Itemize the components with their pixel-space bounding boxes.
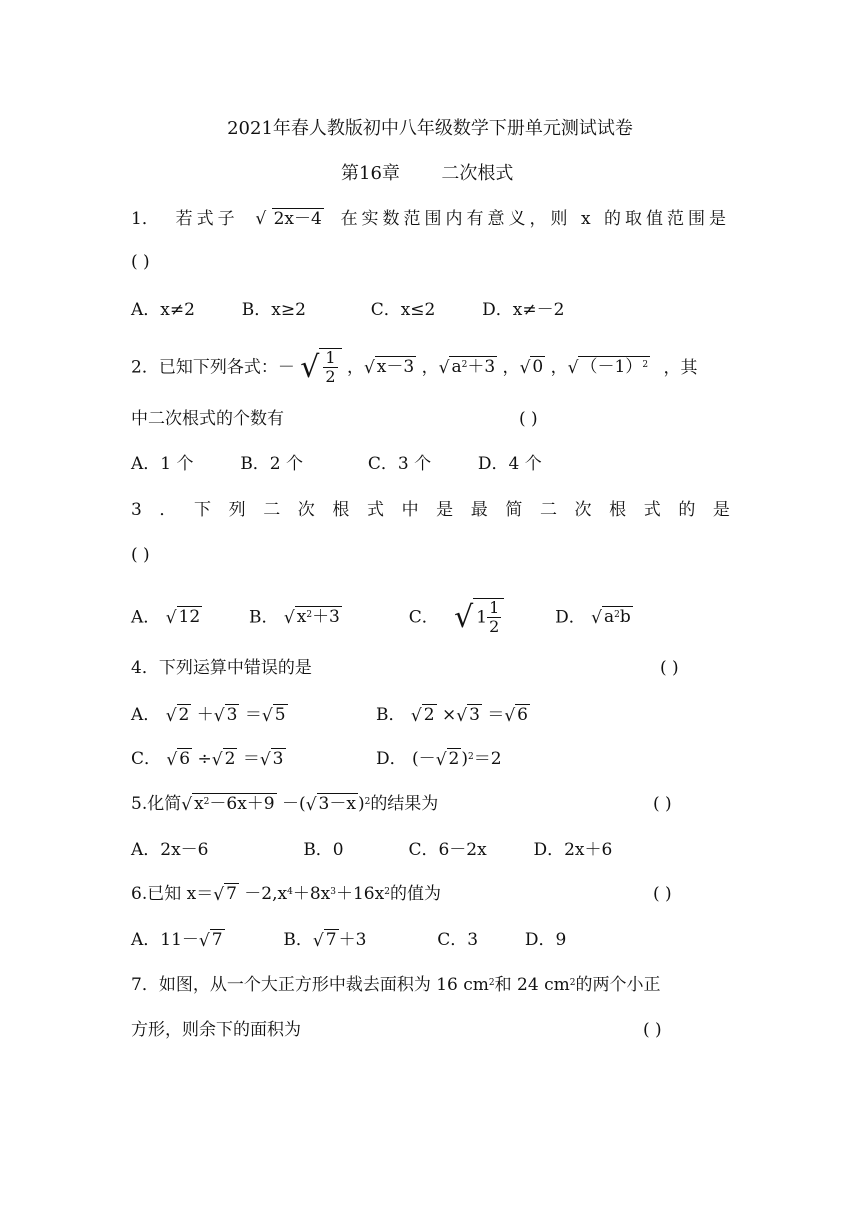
radical-sign-icon: √	[591, 608, 602, 628]
option-a: A．1 个	[131, 454, 194, 474]
radical-sign-icon: √	[213, 705, 225, 726]
question-6-text: 6.已知 x＝ √ 7 $-2,x^4+8x^3+16x^2$的值为	[131, 883, 441, 905]
option-a-label: A．	[131, 607, 161, 628]
option-c: C．3 个	[367, 454, 432, 474]
radical-sign-icon: √	[435, 749, 447, 770]
radical-sign-icon: √	[305, 794, 317, 815]
question-1-prefix: 若式子	[175, 209, 239, 229]
option-b-sqrt: √ $x^2+3$	[283, 607, 340, 628]
question-7-line-1: 7．如图，从一个大正方形中裁去面积为 16 $cm^2$和 24 $cm^2$的两个小正	[131, 975, 661, 995]
option-d: D．2x＋6	[533, 840, 613, 860]
question-5-paren: ( )	[653, 794, 672, 814]
page-title: 2021年春人教版初中八年级数学下册单元测试试卷	[227, 118, 633, 139]
radical-sign-icon: √	[261, 705, 273, 726]
radical-sign-icon: √	[211, 749, 223, 770]
question-1-paren: ( )	[131, 252, 150, 272]
question-5-text: 5.化简 √ $x^2-6x+9$ －( √ 3－x )$^2$的结果为	[131, 793, 439, 815]
question-4-option-d: D． (－ √ 2 )$^2$＝2	[376, 748, 502, 770]
question-4-option-a: A． √ 2 ＋ √ 3 ＝ √ 5	[131, 704, 286, 726]
question-2-number: 2．	[131, 357, 159, 378]
radical-sign-icon: √	[165, 608, 177, 628]
option-c-sqrt: √ 1 $\frac{1}{2}$	[454, 598, 504, 638]
chapter-label: 第16章	[341, 163, 400, 184]
radical-sign-icon: √	[519, 358, 531, 378]
radical-sign-icon: √	[363, 358, 375, 378]
option-a-sqrt: √ 12	[165, 607, 201, 628]
question-5-options	[131, 838, 612, 862]
radical-sign-icon: √	[456, 705, 468, 726]
option-b: B．0	[303, 840, 344, 860]
sqrt-a2-plus-3: √ $a^2+3$	[438, 357, 496, 378]
question-1-number: 1．	[131, 209, 159, 229]
option-c-label: C．	[408, 607, 439, 628]
radical-sign-icon: √	[300, 350, 320, 385]
option-b: B．2 个	[240, 454, 304, 474]
question-1-line-1	[131, 207, 730, 231]
question-6-paren: ( )	[653, 884, 672, 904]
question-4-option-c: C． √ 6 ÷ √ 2 ＝ √ 3	[131, 748, 284, 770]
radical-sign-icon: √	[181, 794, 193, 815]
option-a: A．2x－6	[131, 840, 209, 860]
option-a: A．x≠2	[131, 300, 195, 320]
radical-sign-icon: √	[259, 749, 271, 770]
sqrt-x-minus-3: √ x－3	[363, 357, 415, 378]
radical-sign-icon: √	[166, 749, 178, 770]
radical-sign-icon: √	[504, 705, 516, 726]
question-2-line-1: 2．已知下列各式：－ √ $\frac{1}{2}$ ， √ x－3 ， √ $a^2+3$ ， √ 0 ， √ $(-1)^2$ ，其	[131, 348, 698, 386]
radical-sign-icon: √	[567, 358, 579, 378]
question-6-options: A．11－ √ 7 B． √ 7 ＋3 C．3 D．9	[131, 929, 567, 951]
radical-sign-icon: √	[438, 358, 450, 378]
option-d-label: D．	[555, 607, 586, 628]
option-b-label: B．	[248, 607, 279, 628]
question-4-paren: ( )	[660, 658, 679, 678]
sqrt-zero: √ 0	[519, 357, 544, 378]
sqrt-neg-one-squared: √ $(-1)^2$	[567, 357, 649, 378]
radical-sign-icon: √	[454, 600, 474, 635]
question-2-paren: ( )	[519, 409, 538, 429]
question-2-options	[131, 452, 542, 476]
option-d-sqrt: √ $a^2b$	[591, 607, 631, 628]
question-4-option-b: B． √ 2 × √ 3 ＝ √ 6	[376, 704, 528, 726]
question-1-text: 在实数范围内有意义，则 x 的取值范围是	[340, 209, 730, 229]
question-1-options	[131, 298, 564, 322]
option-c: C．6－2x	[408, 840, 487, 860]
question-3-paren: ( )	[131, 545, 150, 565]
option-d: D．x≠－2	[482, 300, 565, 320]
radical-sign-icon: √	[312, 930, 324, 951]
radical-sign-icon: √	[255, 209, 267, 229]
radical-sign-icon: √	[283, 608, 295, 628]
option-b: B．x≥2	[241, 300, 306, 320]
option-d: D．4 个	[477, 454, 542, 474]
sqrt-expression: √ 2x－4	[255, 209, 322, 229]
chapter-heading	[341, 162, 513, 186]
question-7-line-2: 方形，则余下的面积为	[131, 1020, 301, 1040]
sqrt-fraction: √ $\frac{1}{2}$	[300, 348, 341, 388]
question-3-line-1: 3 ． 下 列 二 次 根 式 中 是 最 简 二 次 根 式 的 是	[131, 500, 730, 520]
radical-sign-icon: √	[198, 930, 210, 951]
chapter-name: 二次根式	[441, 163, 514, 184]
question-2-prefix: 已知下列各式：－	[158, 357, 295, 378]
radical-sign-icon: √	[213, 884, 225, 905]
radical-sign-icon: √	[165, 705, 177, 726]
question-4-text: 4．下列运算中错误的是	[131, 658, 312, 678]
question-2-line-2: 中二次根式的个数有	[131, 409, 284, 429]
radical-sign-icon: √	[410, 705, 422, 726]
question-7-paren: ( )	[643, 1020, 662, 1040]
question-2-tail: ，其	[663, 357, 698, 378]
question-3-options	[131, 598, 633, 638]
option-c: C．x≤2	[370, 300, 436, 320]
